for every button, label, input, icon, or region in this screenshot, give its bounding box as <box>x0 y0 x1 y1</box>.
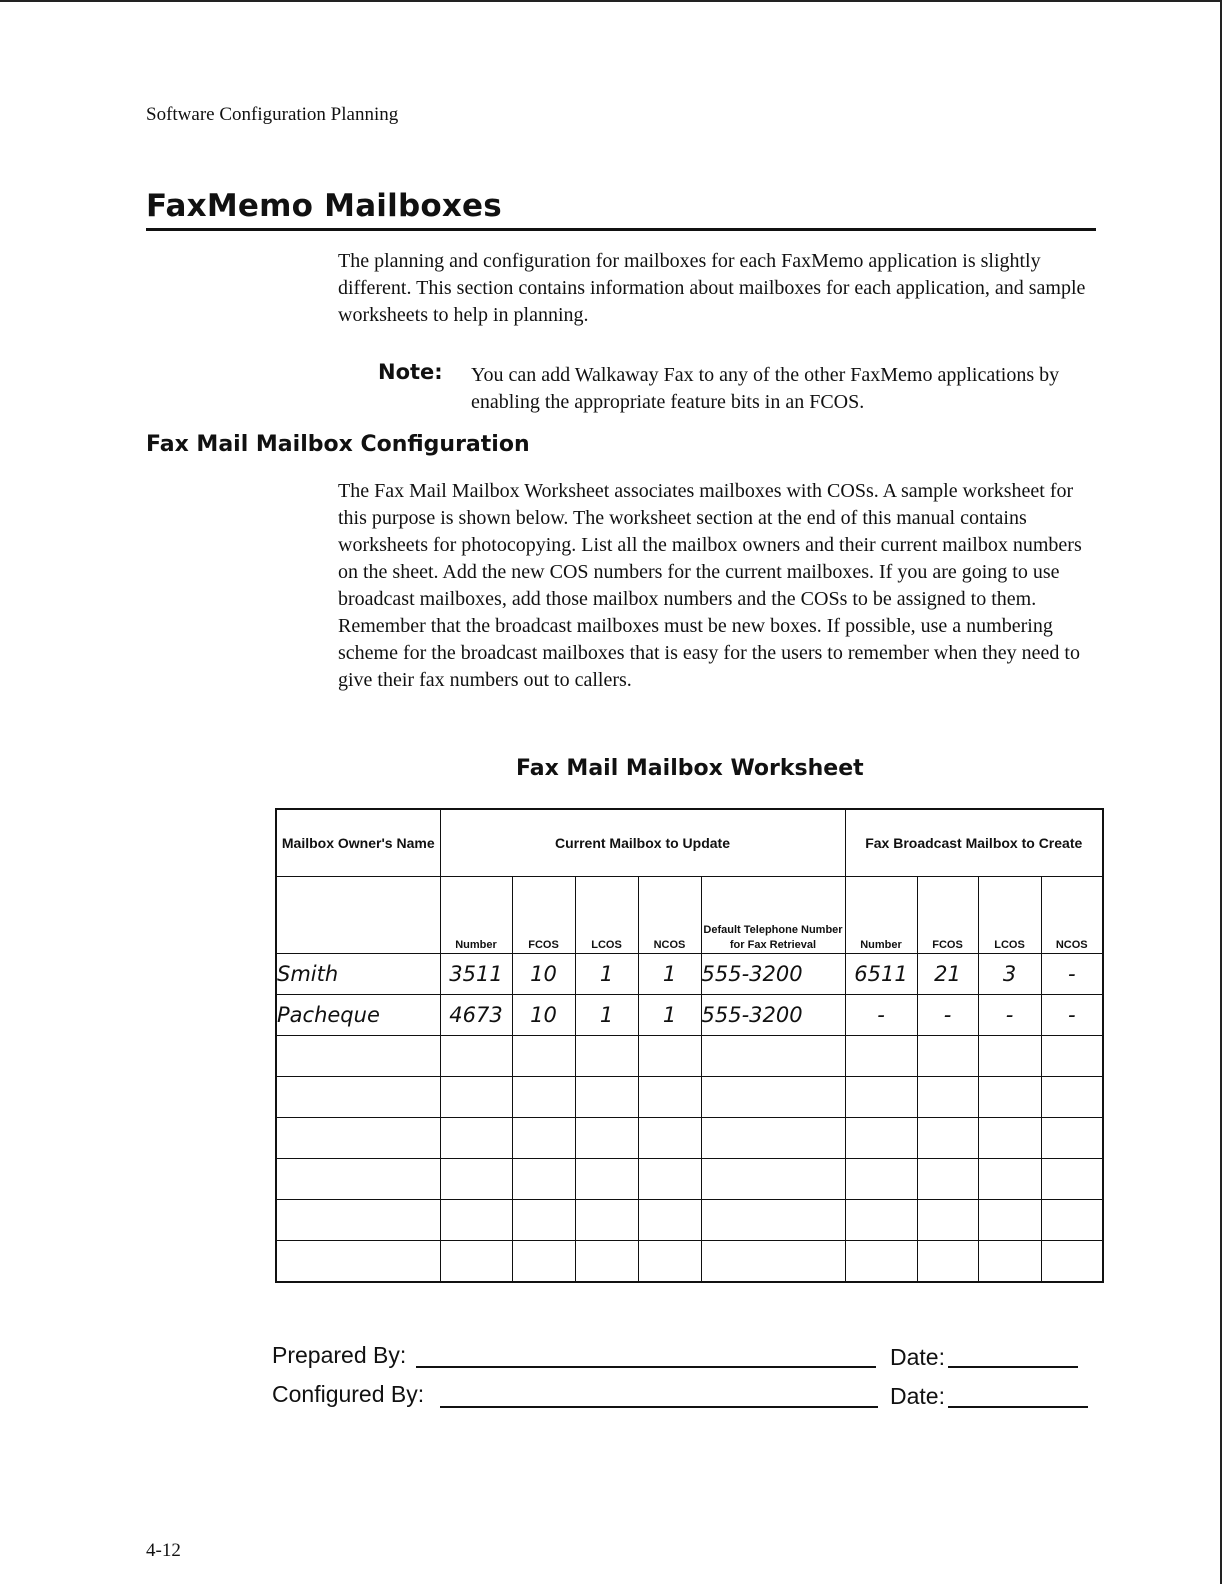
prepared-by-label: Prepared By: <box>272 1342 407 1368</box>
current-number-cell: 4673 <box>440 995 512 1036</box>
broadcast-number-cell: 6511 <box>845 954 917 995</box>
current-ncos-cell: 1 <box>638 995 701 1036</box>
owner-header: Mailbox Owner's Name <box>276 809 440 877</box>
configured-date-line <box>948 1406 1088 1408</box>
configured-by-line <box>440 1406 878 1408</box>
configured-date-label: Date: <box>890 1383 945 1409</box>
running-head: Software Configuration Planning <box>146 104 399 125</box>
broadcast-ncos-header: NCOS <box>1041 877 1103 954</box>
current-lcos-cell: 1 <box>575 995 638 1036</box>
empty-table-row <box>276 1241 1103 1283</box>
broadcast-lcos-cell: 3 <box>978 954 1041 995</box>
current-fcos-header: FCOS <box>512 877 575 954</box>
worksheet-title: Fax Mail Mailbox Worksheet <box>516 756 864 781</box>
prepared-date-label: Date: <box>890 1344 945 1370</box>
note-text: You can add Walkaway Fax to any of the other FaxMemo applications by enabling the appropriate feature bits in an FCOS. <box>471 364 1060 413</box>
empty-table-row <box>276 1077 1103 1118</box>
configured-by-label: Configured By: <box>272 1381 425 1407</box>
current-mailbox-header: Current Mailbox to Update <box>440 809 845 877</box>
current-lcos-cell: 1 <box>575 954 638 995</box>
worksheet-table <box>275 808 1104 1283</box>
current-ncos-header: NCOS <box>638 877 701 954</box>
section-paragraph: The Fax Mail Mailbox Worksheet associates mailboxes with COSs. A sample worksheet for this purpose is shown below. The worksheet section at the end of this manual contains worksheets for photocopying. List all the mailbox owners and their current mailbox numbers on the sheet. Add the new COS numbers for the current mailboxes. If you are going to use broadcast mailboxes, add those mailbox numbers and the COSs to be assigned to them. Remember that the broadcast mailboxes must be new boxes. If possible, use a numbering scheme for the broadcast mailboxes that is easy for the users to remember when they need to give their fax numbers out to callers. <box>338 480 1082 691</box>
owner-cell: Smith <box>276 954 440 995</box>
broadcast-number-header: Number <box>845 877 917 954</box>
broadcast-lcos-header: LCOS <box>978 877 1041 954</box>
current-fcos-cell: 10 <box>512 954 575 995</box>
current-number-header: Number <box>440 877 512 954</box>
prepared-date-line <box>948 1366 1078 1368</box>
owner-cell: Pacheque <box>276 995 440 1036</box>
column-header-row <box>276 877 1103 954</box>
page-title: FaxMemo Mailboxes <box>146 188 1096 231</box>
page-border-top <box>0 0 1222 2</box>
broadcast-mailbox-header: Fax Broadcast Mailbox to Create <box>845 809 1103 877</box>
telephone-cell: 555-3200 <box>701 954 845 995</box>
current-ncos-cell: 1 <box>638 954 701 995</box>
empty-table-row <box>276 1118 1103 1159</box>
telephone-cell: 555-3200 <box>701 995 845 1036</box>
current-lcos-header: LCOS <box>575 877 638 954</box>
broadcast-fcos-cell: 21 <box>917 954 978 995</box>
note-label: Note: <box>378 360 443 384</box>
broadcast-fcos-cell: - <box>917 995 978 1036</box>
current-number-cell: 3511 <box>440 954 512 995</box>
table-row <box>276 995 1103 1036</box>
table-row <box>276 954 1103 995</box>
group-header-row <box>276 809 1103 877</box>
broadcast-fcos-header: FCOS <box>917 877 978 954</box>
empty-table-row <box>276 1200 1103 1241</box>
section-title: Fax Mail Mailbox Configuration <box>146 432 530 457</box>
empty-table-row <box>276 1036 1103 1077</box>
broadcast-ncos-cell: - <box>1041 995 1103 1036</box>
prepared-by-line <box>416 1366 876 1368</box>
broadcast-lcos-cell: - <box>978 995 1041 1036</box>
broadcast-ncos-cell: - <box>1041 954 1103 995</box>
owner-subheader-empty <box>276 877 440 954</box>
current-fcos-cell: 10 <box>512 995 575 1036</box>
broadcast-number-cell: - <box>845 995 917 1036</box>
page-number: 4-12 <box>146 1540 181 1561</box>
default-telephone-header: Default Telephone Number for Fax Retrieval <box>701 877 845 954</box>
intro-paragraph: The planning and configuration for mailboxes for each FaxMemo application is slightly different. This section contains information about mailboxes for each application, and sample worksheets to help in planning. <box>338 250 1086 326</box>
empty-table-row <box>276 1159 1103 1200</box>
